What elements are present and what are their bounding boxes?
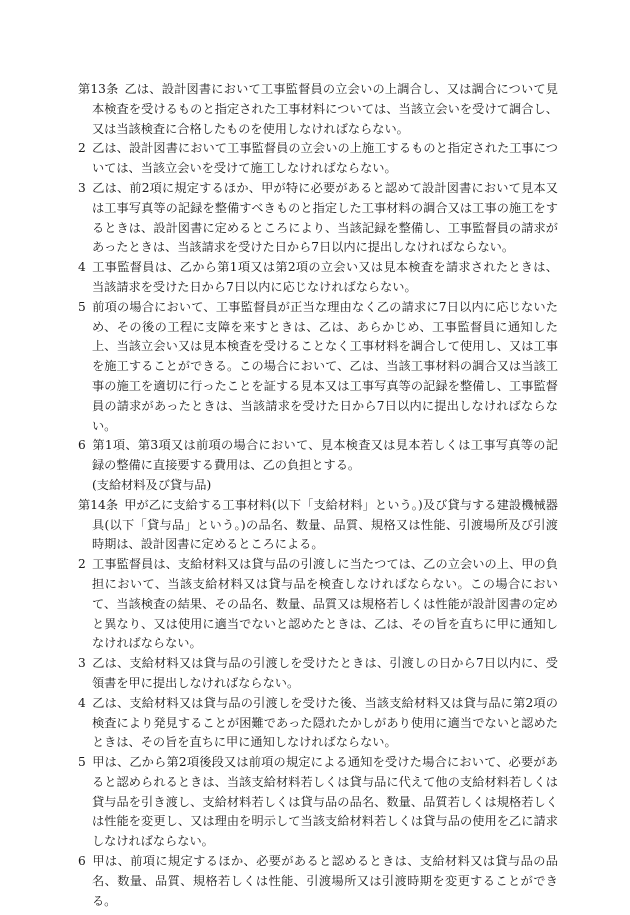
item-number: 5 — [78, 299, 86, 314]
article-14-item-2 — [78, 555, 558, 654]
item-number: 2 — [78, 557, 86, 572]
article-14-item-6 — [78, 852, 558, 911]
article-13-text: 乙は、設計図書において工事監督員の立会いの上調合し、又は調合について見本検査を受けるものと指定された工事材料については、当該立会いを受けて調合し、又は当該検査に合格したものを使用しなければならない。 — [92, 82, 558, 136]
item-number: 3 — [78, 180, 86, 195]
item-text: 甲は、乙から第2項後段又は前項の規定による通知を受けた場合において、必要があると認められるときは、当該支給材料若しくは貸与品に代えて他の支給材料若しくは貸与品を引き渡し、支給材料若しくは貸与品の品名、数量、品質若しくは規格若しくは性能を変更し、又は理由を明示して当該支給材料若しくは貸与品の使用を乙に請求しなければならない。 — [92, 755, 558, 849]
article-14-item-3 — [78, 654, 558, 694]
item-number: 4 — [78, 260, 86, 275]
article-14-text: 甲が乙に支給する工事材料(以下「支給材料」という。)及び貸与する建設機械器具(以下「貸与品」という。)の品名、数量、品質、規格又は性能、引渡場所及び引渡時期は、設計図書に定めるところによる。 — [92, 497, 558, 552]
item-text: 乙は、支給材料又は貸与品の引渡しを受けたときは、引渡しの日から7日以内に、受領書を甲に提出しなければならない。 — [92, 656, 558, 690]
article-13-label: 第13条 — [78, 82, 119, 96]
item-text: 工事監督員は、乙から第1項又は第2項の立会い又は見本検査を請求されたときは、当該請求を受けた日から7日以内に応じなければならない。 — [92, 260, 558, 294]
item-text: 甲は、前項に規定するほか、必要があると認めるときは、支給材料又は貸与品の品名、数量、品質、規格若しくは性能、引渡場所又は引渡時期を変更することができる。 — [92, 854, 558, 908]
article-14-paragraph-1 — [78, 496, 558, 555]
item-number: 5 — [78, 755, 86, 770]
item-number: 6 — [78, 854, 86, 869]
article-14-heading: (支給材料及び貸与品) — [92, 477, 212, 492]
article-13-item-2 — [78, 139, 558, 179]
item-text: 乙は、前2項に規定するほか、甲が特に必要があると認めて設計図書において見本又は工事写真等の記録を整備すべきものと指定した工事材料の調合又は工事の施工をするときは、設計図書に定めるところにより、当該記録を整備し、工事監督員の請求があったときは、当該請求を受けた日から7日以内に提出しなければならない。 — [92, 180, 558, 255]
article-14-item-5 — [78, 753, 558, 852]
article-14-item-4 — [78, 694, 558, 753]
item-number: 4 — [78, 695, 86, 710]
article-14-label: 第14条 — [78, 497, 119, 512]
item-number: 6 — [78, 438, 86, 453]
item-number: 2 — [78, 141, 86, 156]
document-page — [78, 80, 558, 911]
item-text: 工事監督員は、支給材料又は貸与品の引渡しに当たつては、乙の立会いの上、甲の負担において、当該支給材料又は貸与品を検査しなければならない。この場合において、当該検査の結果、その品名、数量、品質又は規格若しくは性能が設計図書の定めと異なり、又は使用に適当でないと認めたときは、乙は、その旨を直ちに甲に通知しなければならない。 — [92, 557, 558, 651]
article-13-item-6 — [78, 436, 558, 476]
article-13-paragraph-1 — [78, 80, 558, 139]
article-13-item-5 — [78, 298, 558, 437]
item-text: 乙は、設計図書において工事監督員の立会いの上施工するものと指定された工事については、当該立会いを受けて施工しなければならない。 — [92, 141, 558, 176]
article-13-item-3 — [78, 179, 558, 258]
article-13-item-4 — [78, 258, 558, 298]
item-text: 乙は、支給材料又は貸与品の引渡しを受けた後、当該支給材料又は貸与品に第2項の検査により発見することが困難であった隠れたかしがあり使用に適当でないと認めたときは、その旨を直ちに甲に通知しなければならない。 — [92, 695, 558, 750]
item-text: 前項の場合において、工事監督員が正当な理由なく乙の請求に7日以内に応じないため、その後の工程に支障を来すときは、乙は、あらかじめ、工事監督員に通知した上、当該立会い又は見本検査を受けることなく工事材料を調合して使用し、又は工事を施工することができる。この場合において、乙は、当該工事材料の調合又は当該工事の施工を適切に行ったことを証する見本又は工事写真等の記録を整備し、工事監督員の請求があったときは、当該請求を受けた日から7日以内に提出しなければならない。 — [92, 299, 558, 433]
item-text: 第1項、第3項又は前項の場合において、見本検査又は見本若しくは工事写真等の記録の整備に直接要する費用は、乙の負担とする。 — [92, 438, 558, 473]
item-number: 3 — [78, 656, 86, 671]
